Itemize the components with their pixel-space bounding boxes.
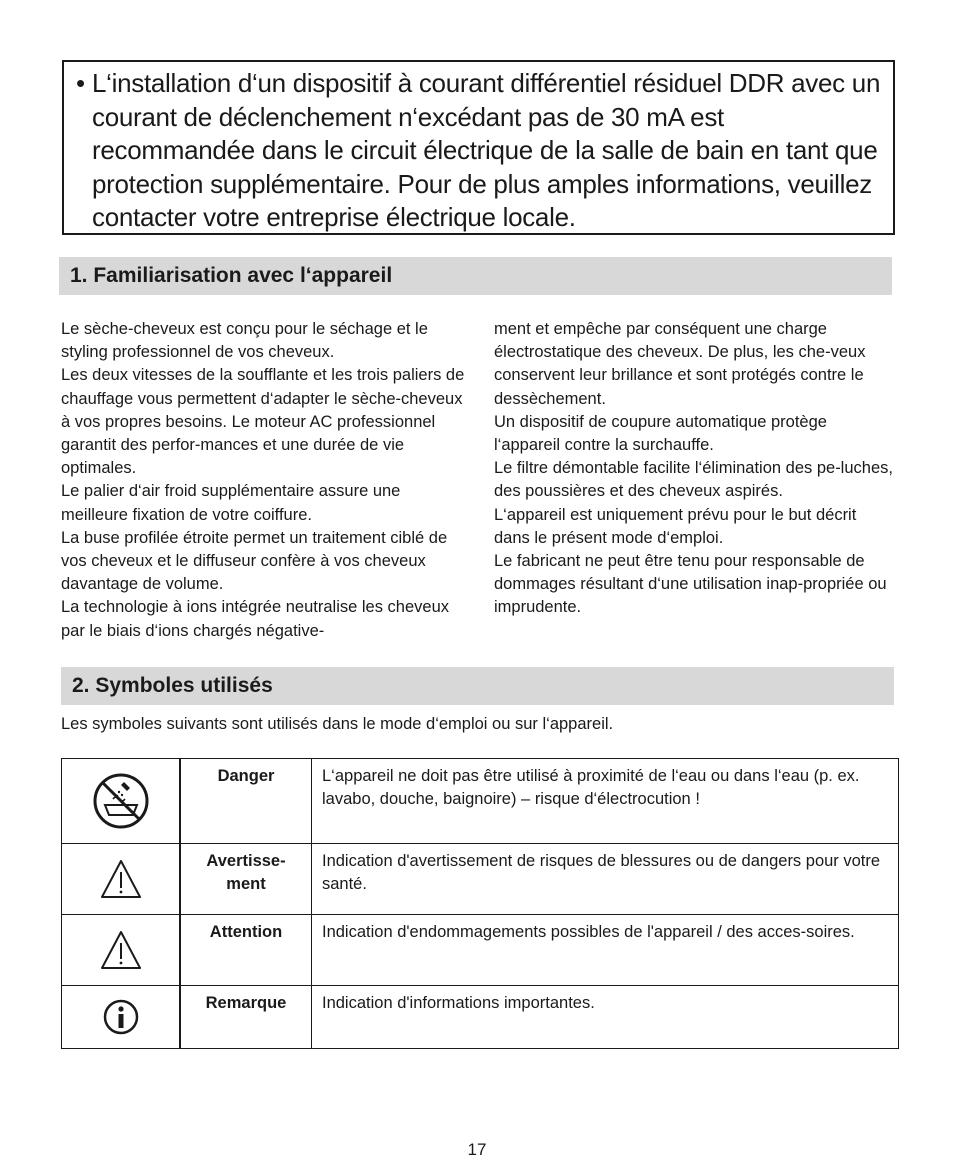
symbol-cell bbox=[62, 759, 181, 844]
symbols-intro: Les symboles suivants sont utilisés dans le mode d‘emploi ou sur l‘appareil. bbox=[61, 715, 614, 733]
symbol-description: Indication d'avertissement de risques de blessures ou de dangers pour votre santé. bbox=[312, 844, 899, 915]
paragraph: ment et empêche par conséquent une charge électrostatique des cheveux. De plus, les che-veux conservent leur brillance et sont protégés contre le dessèchement. bbox=[494, 320, 866, 408]
symbols-table bbox=[61, 758, 899, 1049]
warning-triangle-icon bbox=[99, 929, 143, 971]
symbol-name bbox=[180, 915, 312, 986]
info-circle-icon bbox=[102, 998, 140, 1036]
section-title: 1. Familiarisation avec l‘appareil bbox=[70, 264, 393, 287]
table-row bbox=[62, 844, 899, 915]
paragraph: Un dispositif de coupure automatique protège l‘appareil contre la surchauffe. bbox=[494, 412, 827, 455]
paragraph: La buse profilée étroite permet un traitement ciblé de vos cheveux et le diffuseur confère à vos cheveux davantage de volume. bbox=[61, 528, 448, 594]
symbol-cell bbox=[62, 844, 181, 915]
table-row bbox=[62, 915, 899, 986]
section-title: 2. Symboles utilisés bbox=[72, 674, 273, 697]
paragraph: Le filtre démontable facilite l‘élimination des pe-luches, des poussières et des cheveux aspirés. bbox=[494, 459, 893, 501]
table-row bbox=[62, 759, 899, 844]
paragraph: Le palier d‘air froid supplémentaire assure une meilleure fixation de votre coiffure. bbox=[61, 482, 401, 524]
symbol-name bbox=[180, 759, 312, 844]
text-column-right bbox=[494, 318, 894, 620]
paragraph: Les deux vitesses de la soufflante et les trois paliers de chauffage vous permettent d‘adapter le sèche-cheveux à vos propres besoins. Le moteur AC professionnel garantit des perfor-mances et une durée de vie optimales. bbox=[61, 366, 465, 478]
symbol-name bbox=[180, 986, 312, 1049]
symbol-cell bbox=[62, 986, 181, 1049]
page-number: 17 bbox=[467, 1140, 487, 1159]
symbol-name bbox=[180, 844, 312, 915]
symbol-cell bbox=[62, 915, 181, 986]
notice-text: L‘installation d‘un dispositif à courant différentiel résiduel DDR avec un courant de déclenchement n‘excédant pas de 30 mA est recommandée dans le circuit électrique de la salle de bain en tant que protection supplémentaire. Pour de plus amples informations, veuillez contacter votre entreprise électrique locale. bbox=[92, 68, 881, 232]
no-water-bath-icon bbox=[91, 771, 151, 831]
symbol-description: L‘appareil ne doit pas être utilisé à proximité de l‘eau ou dans l‘eau (p. ex. lavabo, douche, baignoire) – risque d‘électrocution ! bbox=[312, 759, 899, 844]
paragraph: L‘appareil est uniquement prévu pour le but décrit dans le présent mode d‘emploi. bbox=[494, 505, 857, 547]
notice-bullet: • bbox=[76, 68, 86, 98]
paragraph: Le fabricant ne peut être tenu pour responsable de dommages résultant d‘une utilisation inap-propriée ou imprudente. bbox=[494, 552, 887, 617]
symbol-description: Indication d'informations importantes. bbox=[312, 986, 899, 1049]
symbol-name-line: Attention bbox=[209, 923, 283, 941]
symbol-description: Indication d'endommagements possibles de l'appareil / des acces-soires. bbox=[312, 915, 899, 986]
table-row bbox=[62, 986, 899, 1049]
section-header-familiarisation bbox=[59, 257, 892, 295]
symbol-name-line: Avertisse- bbox=[206, 852, 286, 870]
section-header-symbols bbox=[61, 667, 894, 705]
text-column-left bbox=[61, 318, 466, 643]
paragraph: Le sèche-cheveux est conçu pour le séchage et le styling professionnel de vos cheveux. bbox=[61, 320, 428, 362]
symbol-name-line: ment bbox=[226, 875, 266, 893]
notice-box bbox=[62, 60, 895, 235]
symbol-name-line: Danger bbox=[217, 767, 275, 785]
warning-triangle-icon bbox=[99, 858, 143, 900]
symbol-name-line: Remarque bbox=[205, 994, 287, 1012]
paragraph: La technologie à ions intégrée neutralise les cheveux par le biais d‘ions chargés négative- bbox=[61, 598, 450, 640]
